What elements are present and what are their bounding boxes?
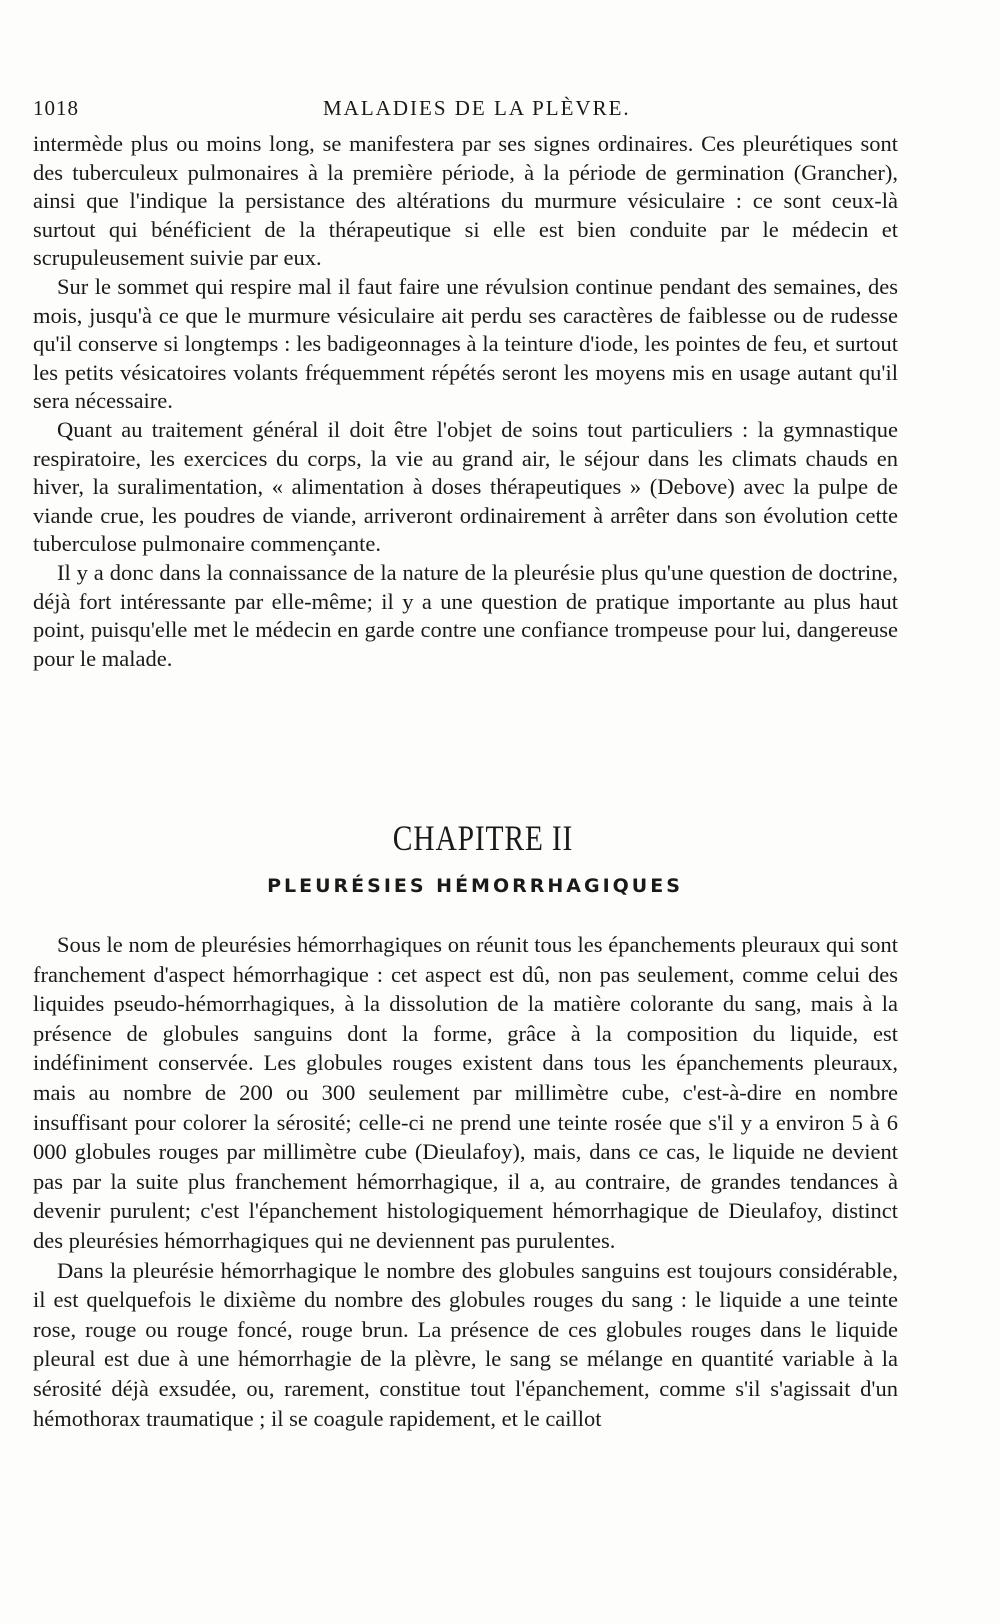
paragraph: Quant au traitement général il doit être l'objet de soins tout particuliers : la gymnastique respiratoire, les exercices du corps, la vie au grand air, le séjour dans les climats chauds en hiver, la suralimentation, « alimentation à doses thérapeutiques » (Debove) avec la pulpe de viande crue, les poudres de viande, arriveront ordinairement à arrêter dans son évolution cette tuberculose pulmonaire commençante.: [33, 416, 898, 557]
running-title: MALADIES DE LA PLÈVRE.: [323, 96, 631, 120]
paragraph: Il y a donc dans la connaissance de la nature de la pleurésie plus qu'une question de doctrine, déjà fort intéressante par elle-même; il y a une question de pratique importante au plus haut point, puisqu'elle met le médecin en garde contre une confiance trompeuse pour lui, dangereuse pour le malade.: [33, 559, 898, 671]
chapter-title: CHAPITRE II: [392, 818, 574, 858]
paragraph-continued: intermède plus ou moins long, se manifestera par ses signes ordinaires. Ces pleurétiques sont des tuberculeux pulmonaires à la première période, à la période de germination (Grancher), ainsi que l'indique la persistance des altérations du murmure vésiculaire : ce sont ceux-là surtout qui bénéficient de la thérapeutique si elle est bien conduite par le médecin et scrupuleusement suivie par eux.: [33, 131, 898, 271]
paragraph: Sur le sommet qui respire mal il faut faire une révulsion continue pendant des semaines, des mois, jusqu'à ce que le murmure vésiculaire ait perdu ses caractères de faiblesse ou de rudesse qu'il conserve si longtemps : les badigeonnages à la teinture d'iode, les pointes de feu, et surtout les petits vésicatoires volants fréquemment répétés seront les moyens mis en usage autant qu'il sera nécessaire.: [33, 273, 898, 414]
paragraph: Dans la pleurésie hémorrhagique le nombre des globules sanguins est toujours considérable, il est quelquefois le dixième du nombre des globules rouges du sang : le liquide a une teinte rose, rouge ou rouge foncé, rouge brun. La présence de ces globules rouges dans le liquide pleural est due à une hémorrhagie de la plèvre, le sang se mélange en quantité variable à la sérosité déjà exsudée, ou, rarement, constitue tout l'épanchement, comme s'il s'agissait d'un hémothorax traumatique ; il se coagule rapidement, et le caillot: [33, 1257, 898, 1431]
running-head: [33, 96, 913, 126]
bottom-text-block: [33, 930, 898, 1433]
paragraph: Sous le nom de pleurésies hémorrhagiques on réunit tous les épanchements pleuraux qui sont franchement d'aspect hémorrhagique : cet aspect est dû, non pas seulement, comme celui des liquides pseudo-hémorrhagiques, à la dissolution de la matière colorante du sang, mais à la présence de globules sanguins dont la forme, grâce à la composition du liquide, est indéfiniment conservée. Les globules rouges existent dans tous les épanchements pleuraux, mais au nombre de 200 ou 300 seulement par millimètre cube, c'est-à-dire en nombre insuffisant pour colorer la sérosité; celle-ci ne prend une teinte rosée que s'il y a environ 5 à 6 000 globules rouges par millimètre cube (Dieulafoy), mais, dans ce cas, le liquide ne devient pas par la suite plus franchement hémorrhagique, il a, au contraire, de grandes tendances à devenir purulent; c'est l'épanchement histologiquement hémorrhagique de Dieulafoy, distinct des pleurésies hémorrhagiques qui ne deviennent pas purulentes.: [33, 932, 898, 1253]
top-text-block: [33, 130, 898, 673]
page-number: 1018: [33, 96, 79, 120]
chapter-subtitle: PLEURÉSIES HÉMORRHAGIQUES: [267, 875, 683, 897]
